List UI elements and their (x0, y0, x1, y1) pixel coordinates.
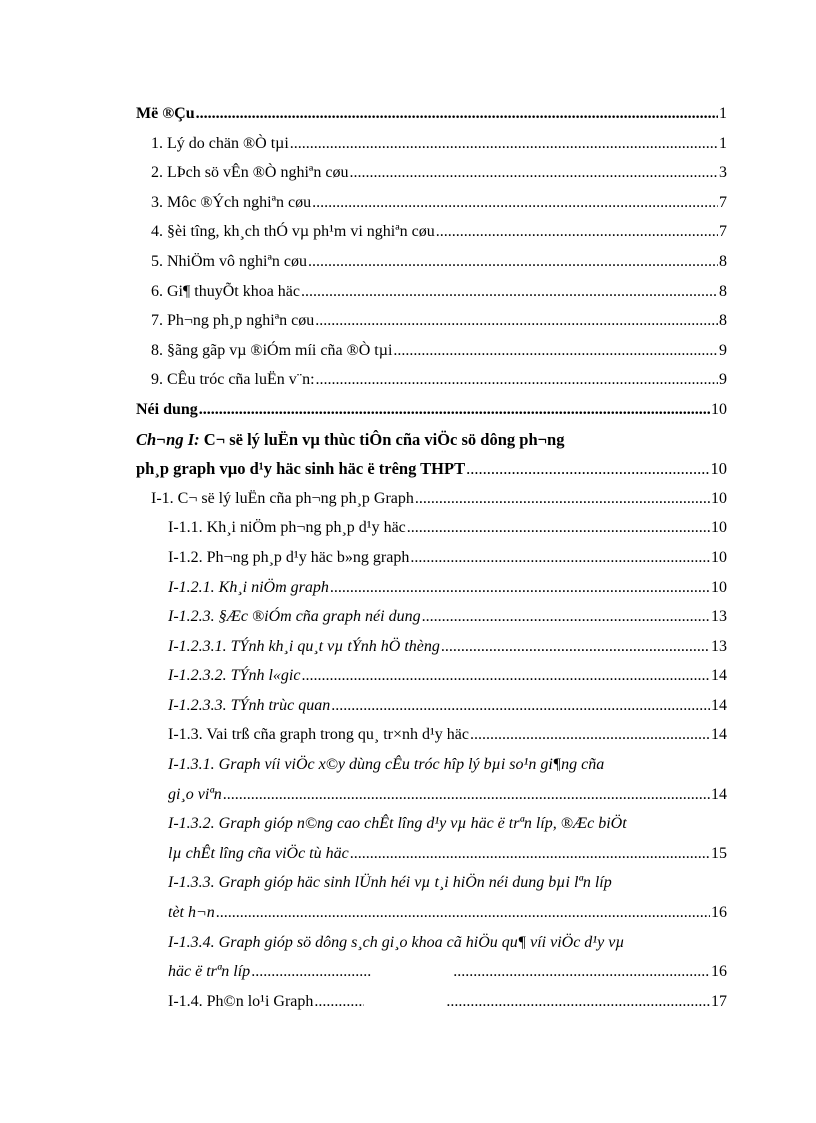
leader-dots (330, 578, 710, 598)
toc-page-number: 16 (711, 963, 727, 981)
leader-dots (290, 134, 718, 154)
table-of-contents (136, 100, 727, 1017)
toc-page-number: 16 (711, 904, 727, 922)
toc-entry[interactable] (136, 988, 727, 1018)
toc-page-number: 14 (711, 696, 727, 714)
toc-entry-label: I-1.3.4. Graph gióp sö dông s¸ch gi¸o khoa cã hiÖu qu¶ víi viÖc d¹y vµ (168, 933, 625, 951)
leader-dots (393, 341, 718, 361)
toc-entry[interactable] (136, 514, 727, 544)
toc-page-number: 13 (711, 637, 727, 655)
toc-page-number: 8 (719, 312, 727, 330)
toc-entry-line1[interactable] (136, 751, 727, 781)
leader-dots (196, 104, 718, 124)
leader-dots (199, 400, 710, 420)
toc-entry-label: 2. LÞch sö vÊn ®Ò nghiªn cøu (151, 164, 349, 182)
toc-entry[interactable] (136, 603, 727, 633)
leader-dots (314, 992, 364, 1012)
toc-entry-label: gi¸o viªn (168, 785, 222, 803)
toc-entry-label: I-1.2.3. §Æc ®iÓm cña graph néi dung (168, 608, 421, 626)
leader-dots (216, 903, 710, 923)
leader-dots (410, 548, 710, 568)
leader-dots (470, 725, 710, 745)
toc-entry[interactable] (136, 692, 727, 722)
toc-entry-label: 3. Môc ®Ých nghiªn cøu (151, 193, 312, 211)
leader-dots (349, 163, 718, 183)
leader-dots (331, 696, 710, 716)
toc-entry[interactable] (136, 307, 727, 337)
toc-page-number: 8 (719, 252, 727, 270)
toc-page-number: 10 (710, 459, 727, 479)
toc-page-number: 17 (711, 992, 727, 1010)
toc-entry[interactable] (136, 396, 727, 426)
toc-entry-label: 6. Gi¶ thuyÕt khoa häc (151, 282, 300, 300)
toc-entry[interactable] (136, 218, 727, 248)
toc-page-number: 13 (711, 608, 727, 626)
toc-entry[interactable] (136, 189, 727, 219)
leader-dots (315, 311, 718, 331)
toc-page-number: 10 (711, 400, 727, 418)
toc-entry[interactable] (136, 100, 727, 130)
toc-entry[interactable] (136, 544, 727, 574)
toc-entry-line2[interactable] (136, 899, 727, 929)
toc-entry-label: I-1.3. Vai trß cña graph trong qu¸ tr×nh d¹y häc (168, 726, 469, 744)
toc-entry-label: tèt h¬n (168, 904, 215, 922)
toc-entry-line1[interactable] (136, 810, 727, 840)
leader-dots (350, 844, 710, 864)
toc-entry-line2[interactable] (136, 840, 727, 870)
chapter-heading-line1[interactable] (136, 426, 727, 456)
toc-entry-label: häc ë trªn líp (168, 963, 251, 981)
toc-entry[interactable] (136, 337, 727, 367)
leader-dots (415, 489, 710, 509)
toc-entry-label: I-1.1. Kh¸i niÖm ph¬ng ph¸p d¹y häc (168, 519, 406, 537)
toc-entry[interactable] (136, 574, 727, 604)
toc-entry-line2[interactable] (136, 958, 727, 988)
toc-page-number: 15 (711, 844, 727, 862)
toc-entry-label: I-1.2. Ph¬ng ph¸p d¹y häc b»ng graph (168, 548, 410, 566)
toc-entry[interactable] (136, 159, 727, 189)
leader-dots (316, 370, 718, 390)
toc-entry[interactable] (136, 366, 727, 396)
toc-entry-label: 9. CÊu tróc cña luËn v¨n: (151, 371, 315, 389)
leader-dots (251, 962, 371, 982)
toc-entry[interactable] (136, 485, 727, 515)
leader-dots (312, 193, 718, 213)
toc-page-number: 1 (719, 105, 727, 122)
leader-dots (453, 962, 710, 982)
toc-entry[interactable] (136, 721, 727, 751)
toc-page-number: 10 (711, 519, 727, 537)
toc-entry-label: 1. Lý do chän ®Ò tµi (151, 134, 289, 152)
toc-entry-label: 7. Ph¬ng ph¸p nghiªn cøu (151, 312, 315, 330)
toc-page-number: 9 (719, 341, 727, 359)
toc-entry[interactable] (136, 278, 727, 308)
chapter-title-part2: ph¸p graph vµo d¹y häc sinh häc ë trêng THPT (136, 459, 466, 479)
toc-page-number: 7 (719, 193, 727, 211)
toc-entry-label: 4. §èi tîng, kh¸ch thÓ vµ ph¹m vi nghiªn cøu (151, 223, 435, 241)
toc-entry-label: I-1. C¬ së lý luËn cña ph¬ng ph¸p Graph (151, 489, 414, 507)
toc-entry-line1[interactable] (136, 929, 727, 959)
toc-entry-label: I-1.2.1. Kh¸i niÖm graph (168, 578, 329, 596)
toc-page-number: 9 (719, 371, 727, 389)
toc-page-number: 14 (711, 785, 727, 803)
toc-page-number: 10 (711, 548, 727, 566)
toc-page-number: 3 (719, 164, 727, 182)
leader-dots (466, 459, 709, 479)
toc-entry-label: 5. NhiÖm vô nghiªn cøu (151, 252, 307, 270)
toc-entry-label: Më ®Çu (136, 105, 195, 122)
toc-entry-label: I-1.3.2. Graph gióp n©ng cao chÊt lîng d¹y vµ häc ë trªn líp, ®Æc biÖt (168, 815, 627, 833)
chapter-number: Ch¬ng I: (136, 429, 200, 449)
toc-page-number: 1 (719, 134, 727, 152)
leader-dots (407, 518, 710, 538)
toc-page-number: 14 (711, 726, 727, 744)
toc-entry-label: I-1.2.3.1. TÝnh kh¸i qu¸t vµ tÝnh hÖ thèng (168, 637, 440, 655)
toc-entry-line2[interactable] (136, 781, 727, 811)
toc-page-number: 7 (719, 223, 727, 241)
leader-dots (301, 282, 718, 302)
toc-entry[interactable] (136, 248, 727, 278)
leader-dots (308, 252, 718, 272)
toc-entry-label: Néi dung (136, 400, 198, 418)
toc-entry-label: 8. §ãng gãp vµ ®iÓm míi cña ®Ò tµi (151, 341, 393, 359)
leader-dots (223, 785, 710, 805)
leader-dots (441, 637, 710, 657)
toc-entry-label: I-1.2.3.3. TÝnh trùc quan (168, 696, 331, 714)
toc-entry[interactable] (136, 662, 727, 692)
toc-entry-label: lµ chÊt lîng cña viÖc tù häc (168, 844, 349, 862)
leader-dots (422, 607, 710, 627)
toc-entry-label: I-1.3.3. Graph gióp häc sinh lÜnh héi vµ t¸i hiÖn néi dung bµi lªn líp (168, 874, 612, 892)
chapter-heading-line2[interactable] (136, 455, 727, 485)
leader-dots (436, 222, 718, 242)
leader-dots (301, 666, 710, 686)
toc-page-number: 14 (711, 667, 727, 685)
toc-entry-label: I-1.4. Ph©n lo¹i Graph (168, 992, 314, 1010)
toc-entry[interactable] (136, 130, 727, 160)
leader-dots (446, 992, 710, 1012)
toc-entry[interactable] (136, 633, 727, 663)
toc-page-number: 10 (711, 489, 727, 507)
toc-entry-label: I-1.2.3.2. TÝnh l«gic (168, 667, 301, 685)
toc-entry-line1[interactable] (136, 869, 727, 899)
chapter-title-part1: C¬ së lý luËn vµ thùc tiÔn cña viÖc sö dông ph¬ng (199, 429, 565, 449)
toc-entry-label: I-1.3.1. Graph víi viÖc x©y dùng cÊu tróc hîp lý bµi so¹n gi¶ng cña (168, 756, 605, 774)
toc-page-number: 10 (711, 578, 727, 596)
toc-page-number: 8 (719, 282, 727, 300)
